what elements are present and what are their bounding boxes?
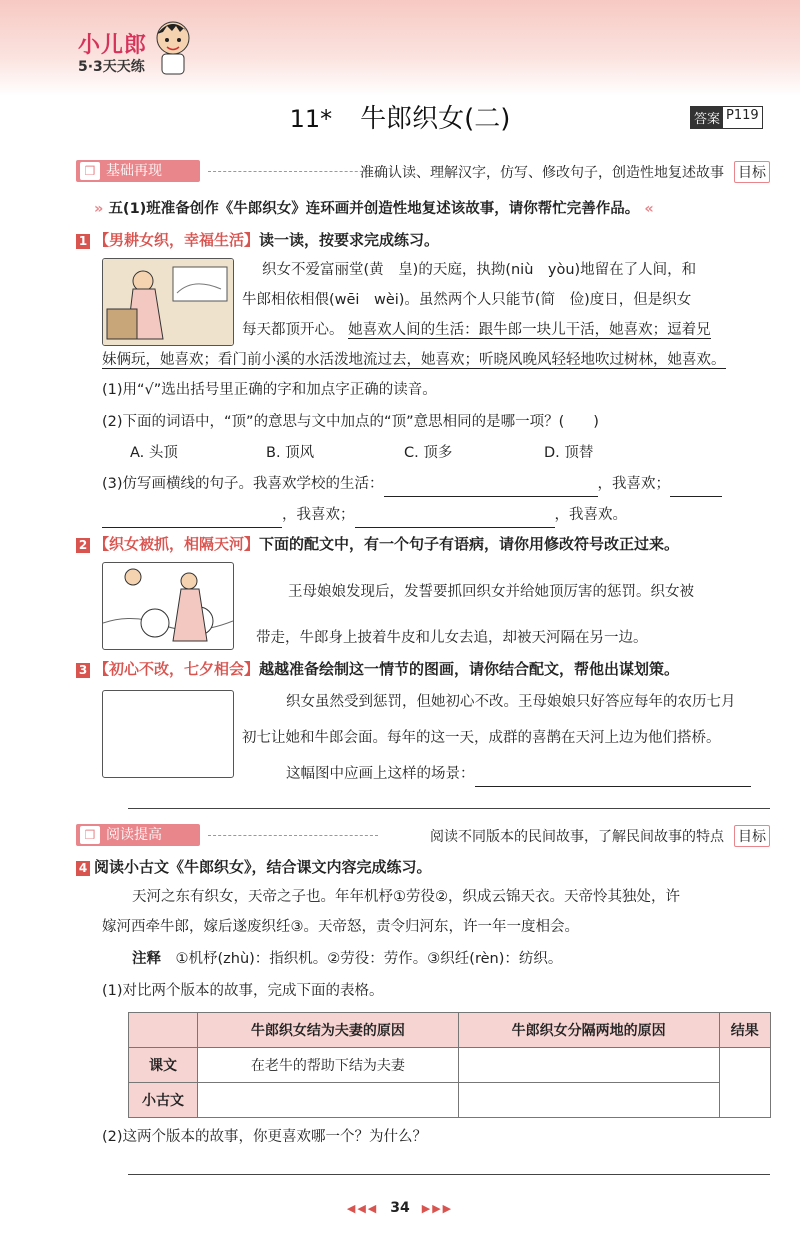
question-3-heading xyxy=(76,658,679,679)
question-number: 2 xyxy=(76,538,90,553)
question-tag: 【初心不改，七夕相会】 xyxy=(94,660,260,678)
q1-sub-3-line-2: ，我喜欢； ，我喜欢。 xyxy=(102,501,627,528)
q1-sub-3-line-1: (3)仿写画横线的句子。我喜欢学校的生活： ，我喜欢； xyxy=(102,470,722,497)
section-reading-goal: 阅读不同版本的民间故事，了解民间故事的特点 xyxy=(430,829,724,845)
row-label: 小古文 xyxy=(129,1083,198,1118)
intro-text: » 五(1)班准备创作《牛郎织女》连环画并创造性地复述该故事，请你帮忙完善作品。 « xyxy=(94,201,654,217)
q1-option-c[interactable]: C. 顶多 xyxy=(404,445,453,461)
q1-option-d[interactable]: D. 顶替 xyxy=(544,445,594,461)
answer-label: 答案 xyxy=(691,107,723,128)
lesson-title: 牛郎织女(二) xyxy=(360,104,511,134)
section-basic-tag: ❒ 基础再现 xyxy=(76,160,200,182)
answer-cell[interactable] xyxy=(458,1048,719,1083)
table-header: 结果 xyxy=(719,1013,771,1048)
q4-sub-2: (2)这两个版本的故事，你更喜欢哪一个？为什么？ xyxy=(102,1129,428,1145)
illustration-weaving xyxy=(102,258,234,346)
question-number: 3 xyxy=(76,663,90,678)
answer-blank[interactable] xyxy=(355,501,555,528)
answer-page: P119 xyxy=(726,108,759,123)
question-prompt: 下面的配文中，有一个句子有语病，请你用修改符号改正过来。 xyxy=(259,535,680,553)
section-basic-goal: 准确认读、理解汉字，仿写、修改句子，创造性地复述故事 xyxy=(360,165,724,181)
answer-blank[interactable] xyxy=(384,470,598,497)
page-footer xyxy=(0,1200,800,1216)
q3-passage-line-3: 这幅图中应画上这样的场景： xyxy=(286,760,751,787)
question-number: 4 xyxy=(76,861,90,876)
table-header: 牛郎织女分隔两地的原因 xyxy=(458,1013,719,1048)
answer-cell[interactable] xyxy=(458,1083,719,1118)
page-number: 34 xyxy=(390,1200,410,1216)
q1-sub-2: (2)下面的词语中，“顶”的意思与文中加点的“顶”意思相同的是哪一项？( ) xyxy=(102,414,599,430)
q4-sub-1: (1)对比两个版本的故事，完成下面的表格。 xyxy=(102,983,384,999)
answer-line[interactable] xyxy=(128,1174,770,1175)
question-2-heading xyxy=(76,533,679,554)
question-tag: 【织女被抓，相隔天河】 xyxy=(94,535,260,553)
question-prompt: 读一读，按要求完成练习。 xyxy=(259,231,440,249)
q4-notes: 注释 ①机杼(zhù)：指织机。②劳役：劳作。③织纴(rèn)：纺织。 xyxy=(132,951,563,967)
prev-arrows-icon: ◀◀◀ xyxy=(346,1202,379,1215)
goal-tag: 目标 xyxy=(734,825,770,847)
section-reading-tag: ❒ 阅读提高 xyxy=(76,824,200,846)
q1-passage-line-1: 织女不爱富丽堂(黄 皇)的天庭，执拗(niù yòu)地留在了人间，和 xyxy=(262,262,697,278)
answer-blank[interactable] xyxy=(475,760,751,787)
section-divider xyxy=(208,171,378,172)
answer-reference xyxy=(690,106,763,129)
table-row xyxy=(129,1083,771,1118)
question-1-heading xyxy=(76,229,439,250)
answer-line[interactable] xyxy=(128,808,770,809)
q2-passage-line-2: 带走，牛郎身上披着牛皮和儿女去追，却被天河隔在另一边。 xyxy=(256,630,648,646)
q2-passage-line-1: 王母娘娘发现后，发誓要抓回织女并给她顶厉害的惩罚。织女被 xyxy=(288,584,694,600)
q4-passage-line-2: 嫁河西牵牛郎，嫁后遂废织纴③。天帝怒，责令归河东，许一年一度相会。 xyxy=(102,919,579,935)
section-divider xyxy=(208,835,378,836)
brand-subtitle: 5·3天天练 xyxy=(78,59,145,75)
q1-passage-line-2: 牛郎相依相偎(wēi wèi)。虽然两个人只能节(简 俭)度日，但是织女 xyxy=(242,292,692,308)
q1-passage-line-3: 每天都顶开心。 她喜欢人间的生活：跟牛郎一块儿干活，她喜欢；逗着兄 xyxy=(242,322,711,338)
q1-option-a[interactable]: A. 头顶 xyxy=(130,445,178,461)
answer-cell[interactable] xyxy=(198,1083,459,1118)
q1-passage-line-4: 妹俩玩，她喜欢；看门前小溪的水活泼地流过去，她喜欢；听晓风晚风轻轻地吹过树林，她喜欢。 xyxy=(102,352,726,368)
section-reading-header xyxy=(76,824,770,848)
illustration-chase xyxy=(102,562,234,650)
table-row xyxy=(129,1048,771,1083)
next-arrows-icon: ▶▶▶ xyxy=(421,1202,454,1215)
brand-logo: 小儿郎 xyxy=(78,33,148,58)
answer-blank[interactable] xyxy=(670,470,722,497)
answer-cell[interactable] xyxy=(719,1048,771,1118)
table-header-row xyxy=(129,1013,771,1048)
book-icon: ❒ xyxy=(80,826,100,844)
comparison-table xyxy=(128,1012,771,1118)
book-icon: ❒ xyxy=(80,162,100,180)
question-number: 1 xyxy=(76,234,90,249)
question-4-heading xyxy=(76,856,432,877)
q3-passage-line-1: 织女虽然受到惩罚，但她初心不改。王母娘娘只好答应每年的农历七月 xyxy=(286,694,736,710)
lesson-number: 11* xyxy=(289,105,333,133)
question-tag: 【男耕女织，幸福生活】 xyxy=(94,231,260,249)
lesson-title-row xyxy=(0,98,800,135)
row-label: 课文 xyxy=(129,1048,198,1083)
question-prompt: 越越准备绘制这一情节的图画，请你结合配文，帮他出谋划策。 xyxy=(259,660,680,678)
table-header: 牛郎织女结为夫妻的原因 xyxy=(198,1013,459,1048)
answer-blank[interactable] xyxy=(102,501,282,528)
mascot-icon xyxy=(150,16,196,78)
table-cell: 在老牛的帮助下结为夫妻 xyxy=(198,1048,459,1083)
table-header-corner xyxy=(129,1013,198,1048)
q1-sub-1: (1)用“√”选出括号里正确的字和加点字正确的读音。 xyxy=(102,382,437,398)
q1-option-b[interactable]: B. 顶风 xyxy=(266,445,315,461)
goal-tag: 目标 xyxy=(734,161,770,183)
question-prompt: 阅读小古文《牛郎织女》，结合课文内容完成练习。 xyxy=(94,858,432,876)
drawing-box[interactable] xyxy=(102,690,234,778)
q4-passage-line-1: 天河之东有织女，天帝之子也。年年机杼①劳役②，织成云锦天衣。天帝怜其独处，许 xyxy=(132,889,680,905)
q3-passage-line-2: 初七让她和牛郎会面。每年的这一天，成群的喜鹊在天河上边为他们搭桥。 xyxy=(242,730,721,746)
section-basic-header xyxy=(76,160,770,184)
